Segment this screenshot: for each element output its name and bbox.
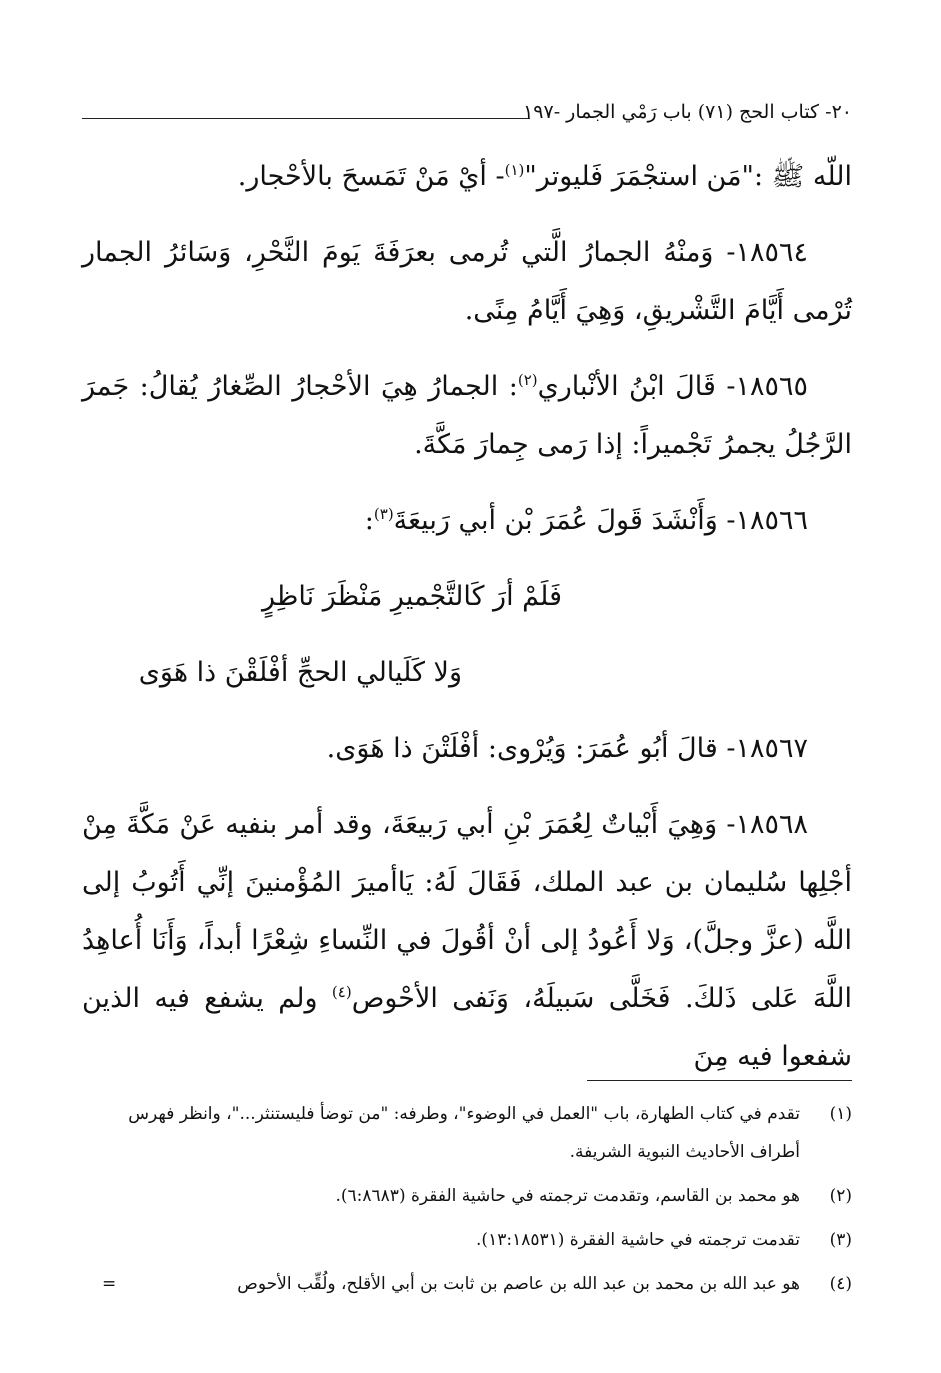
footnote-ref-4[interactable]: (٤) bbox=[331, 983, 352, 1001]
footnote-rule bbox=[587, 1080, 852, 1081]
paragraph-18566 bbox=[82, 492, 852, 550]
paragraph-text: : bbox=[364, 505, 374, 536]
footnote-4 bbox=[82, 1265, 852, 1303]
footnote-ref-1[interactable]: (١) bbox=[504, 161, 525, 179]
footnote-text: هو محمد بن القاسم، وتقدمت ترجمته في حاشية الفقرة (٦:٨٦٨٣). bbox=[335, 1186, 800, 1206]
verse-text: وَلا كَلَيالي الحجِّ أفْلَقْنَ ذا هَوَى bbox=[138, 657, 462, 688]
paragraph-text: ١٨٥٦٤- وَمنْهُ الجمارُ الَّتي تُرمى بعرَفَةَ يَومَ النَّحْرِ، وَسَائرُ الجمار تُرْمى أَيَّامَ التَّشْريقِ، وَهِيَ أَيَّامُ مِنًى. bbox=[82, 237, 852, 326]
footnote-number: (١) bbox=[829, 1104, 852, 1124]
paragraph-text: ١٨٥٦٨- وَهِيَ أَبْياتٌ لِعُمَرَ بْنِ أبي رَبيعَةَ، وقد أمر بنفيه عَنْ مَكَّةَ مِنْ أجْلِها سُليمان بن عبد الملك، فَقَالَ لَهُ: يَاأميرَ المُؤْمنينَ إنِّي أَتُوبُ إلى اللَّه (عزَّ وجلَّ)، وَلا أَعُودُ إلى أنْ أقُولَ في النِّساءِ شِعْرًا أبداً، وَأَنَا أُعاهِدُ اللَّهَ عَلى ذَلكَ. فَخَلَّى سَبيلَهُ، وَنَفى الأحْوص bbox=[82, 809, 852, 1014]
footnote-text: تقدمت ترجمته في حاشية الفقرة (١٣:١٨٥٣١). bbox=[476, 1230, 800, 1250]
header-rule bbox=[82, 118, 530, 119]
paragraph-text: ١٨٥٦٥- قَالَ ابْنُ الأنْباري bbox=[537, 371, 808, 402]
footnote-2 bbox=[82, 1177, 852, 1215]
paragraph-text: - أيْ مَنْ تَمَسحَ بالأحْجار. bbox=[237, 161, 505, 192]
book-page bbox=[82, 90, 852, 1310]
paragraph-text: : الجمارُ هِيَ الأحْجارُ الصِّغارُ يُقالُ: جَمرَ الرَّجُلُ يجمرُ تَجْميراً: إذا رَمى جِمارَ مَكَّةَ. bbox=[82, 371, 852, 460]
header-text: ٢٠- كتاب الحج (٧١) باب رَمْي الجمار -١٩٧ bbox=[523, 101, 852, 123]
footnote-1 bbox=[82, 1095, 852, 1171]
paragraph-text: ١٨٥٦٧- قالَ أبُو عُمَرَ: وَيُرْوى: أفْلَتْنَ ذا هَوَى. bbox=[326, 733, 808, 764]
paragraph-18568 bbox=[82, 796, 852, 1086]
verse-text: فَلَمْ أرَ كَالتَّجْميرِ مَنْظَرَ نَاظِرٍ bbox=[261, 581, 562, 612]
verse-line-2 bbox=[82, 644, 852, 702]
continuation-mark: = bbox=[102, 1274, 117, 1294]
paragraph-18567 bbox=[82, 720, 852, 778]
footnote-text: هو عبد الله بن محمد بن عبد الله بن عاصم بن ثابت بن أبي الأقلح، ولُقِّب الأحوص bbox=[237, 1274, 800, 1294]
footnote-number: (٣) bbox=[829, 1230, 852, 1250]
running-header bbox=[523, 90, 852, 134]
footnote-ref-2[interactable]: (٢) bbox=[517, 371, 538, 389]
footnote-number: (٢) bbox=[829, 1186, 852, 1206]
main-text bbox=[82, 148, 852, 1104]
footnote-3 bbox=[82, 1221, 852, 1259]
footnote-text: تقدم في كتاب الطهارة، باب "العمل في الوضوء"، وطرفه: "من توضأ فليستنثر..."، وانظر فهرس أطراف الأحاديث النبوية الشريفة. bbox=[128, 1104, 800, 1162]
paragraph-18564 bbox=[82, 224, 852, 340]
paragraph-18565 bbox=[82, 358, 852, 474]
footnote-number: (٤) bbox=[829, 1274, 852, 1294]
footnotes bbox=[82, 1095, 852, 1309]
paragraph-text: ١٨٥٦٦- وَأَنْشَدَ قَولَ عُمَرَ بْن أبي رَبيعَةَ bbox=[393, 505, 808, 536]
paragraph-continuation bbox=[82, 148, 852, 206]
verse-line-1 bbox=[82, 568, 852, 626]
paragraph-text: ولم يشفع فيه الذين شفعوا فيه مِنَ bbox=[82, 983, 852, 1072]
footnote-ref-3[interactable]: (٣) bbox=[373, 505, 394, 523]
paragraph-text: اللّه ﷺ :"مَن استجْمَرَ فَليوتر" bbox=[524, 161, 852, 192]
